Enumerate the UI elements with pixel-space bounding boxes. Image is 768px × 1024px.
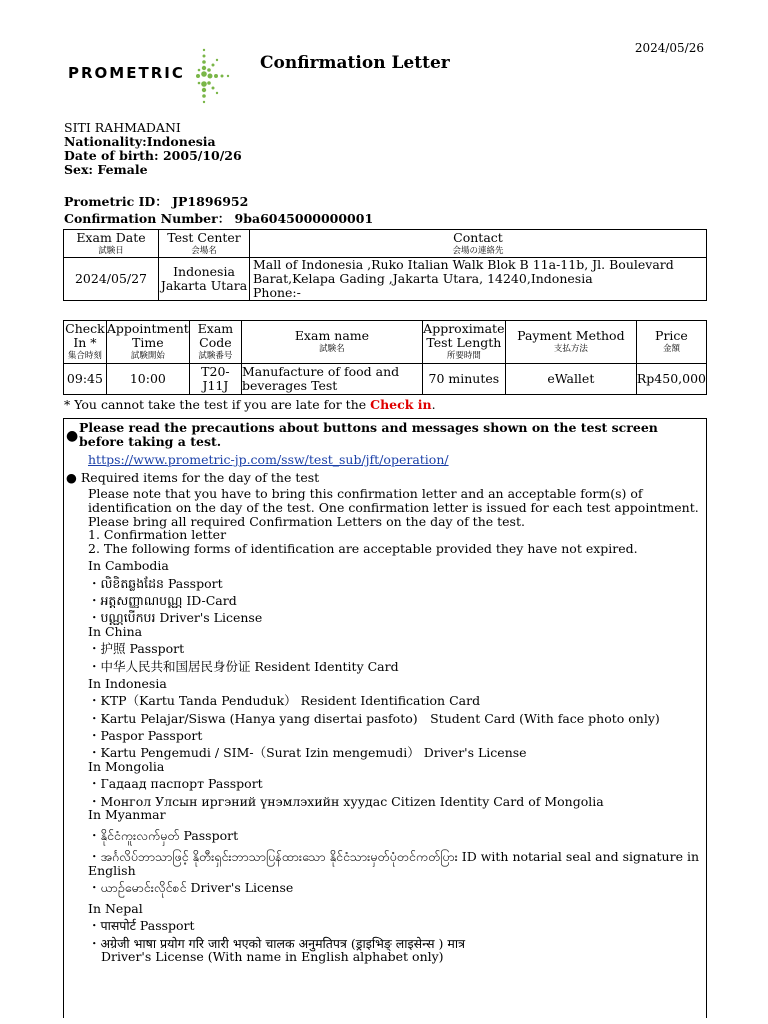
issue-date: 2024/05/26 xyxy=(634,41,704,55)
candidate-sex: Sex: Female xyxy=(64,162,148,177)
header-test-center: Test Center 会場名 xyxy=(159,230,250,258)
page-title: Confirmation Letter xyxy=(260,53,450,73)
country-mongolia: In Mongolia xyxy=(88,759,165,775)
header-test-length: Approximate Test Length 所要時間 xyxy=(422,321,505,364)
table-row xyxy=(64,258,707,301)
candidate-name: SITI RAHMADANI xyxy=(64,120,181,135)
header-payment-method: Payment Method 支払方法 xyxy=(505,321,636,364)
candidate-info xyxy=(64,121,242,177)
table-header-row xyxy=(64,321,707,364)
confirmation-number: Confirmation Number： 9ba6045000000001 xyxy=(64,211,374,226)
price: Rp450,000 xyxy=(636,364,706,395)
exam-code: T20-J11J xyxy=(189,364,241,395)
list-item: ・护照 Passport xyxy=(88,641,185,657)
header-price: Price 金額 xyxy=(636,321,706,364)
operation-guide-link[interactable]: https://www.prometric-jp.com/ssw/test_sub/jft/operation/ xyxy=(88,452,449,467)
country-nepal: In Nepal xyxy=(88,900,143,916)
header-check-in: Check In * 集合時刻 xyxy=(64,321,107,364)
list-item: ・KTP（Kartu Tanda Penduduk） Resident Identification Card xyxy=(88,693,481,709)
exam-name: Manufacture of food and beverages Test xyxy=(242,364,423,395)
list-item: ・លិខិតឆ្លងដែន Passport xyxy=(88,575,223,591)
exam-date: 2024/05/27 xyxy=(64,258,159,301)
item-2: 2. The following forms of identification are acceptable provided they have not expired. xyxy=(88,541,638,557)
country-myanmar: In Myanmar xyxy=(88,807,166,823)
list-item: ・中华人民共和国居民身份证 Resident Identity Card xyxy=(88,658,399,674)
payment-method: eWallet xyxy=(505,364,636,395)
list-item: ・Kartu Pelajar/Siswa (Hanya yang disertai pasfoto) Student Card (With face photo only) xyxy=(88,710,660,726)
test-center: Indonesia Jakarta Utara xyxy=(159,258,250,301)
header-exam-name: Exam name 試験名 xyxy=(242,321,423,364)
header-appointment-time: Appointment Time 試験開始 xyxy=(106,321,189,364)
table-row xyxy=(64,364,707,395)
precautions-box xyxy=(63,418,707,1018)
list-item: ・បណ្ណបើកបរ Driver's License xyxy=(88,610,263,626)
list-item: ・पासपोर्ट Passport xyxy=(88,918,195,934)
id-block xyxy=(64,193,373,227)
late-note: * You cannot take the test if you are late for the Check in. xyxy=(64,397,436,412)
header-contact: Contact 会場の連絡先 xyxy=(250,230,707,258)
candidate-dob: Date of birth: 2005/10/26 xyxy=(64,148,242,163)
country-cambodia: In Cambodia xyxy=(88,558,169,574)
item-1: 1. Confirmation letter xyxy=(88,527,227,543)
candidate-nationality: Nationality:Indonesia xyxy=(64,134,216,149)
list-item: ・Монгол Улсын иргэний үнэмлэхийн хуудас Citizen Identity Card of Mongolia xyxy=(88,793,604,809)
required-items-heading: ● Required items for the day of the test xyxy=(66,470,320,485)
appointment-time: 10:00 xyxy=(106,364,189,395)
list-item: ・နိုင်ငံကူးလက်မှတ် Passport xyxy=(88,828,239,844)
check-in-highlight: Check in xyxy=(370,397,432,412)
test-length: 70 minutes xyxy=(422,364,505,395)
header-exam-code: Exam Code 試験番号 xyxy=(189,321,241,364)
list-item: ・Kartu Pengemudi / SIM-（Surat Izin mengemudi） Driver's License xyxy=(88,745,527,761)
check-in-time: 09:45 xyxy=(64,364,107,395)
bullet-icon: ● xyxy=(66,428,79,444)
list-item: ・Гадаад паспорт Passport xyxy=(88,776,263,792)
intro-text: Please note that you have to bring this confirmation letter and an acceptable form(s) of identification on the day of the test. One confirmation letter is issued for each test appointment. Please bring all required Confirmation Letters on the day of the test. xyxy=(88,486,699,529)
list-item: ・अग्रेजी भाषा प्रयोग गरि जारी भएको चालक अनुमतिपत्र (ड्राइभिङ् लाइसेन्स ) मात्र xyxy=(88,935,465,951)
table-header-row xyxy=(64,230,707,258)
list-item: ・អត្តសញ្ញាណបណ្ណ ID-Card xyxy=(88,593,237,609)
precautions-heading: ● Please read the precautions about buttons and messages shown on the test screen before taking a test. xyxy=(66,420,658,449)
exam-table xyxy=(63,320,707,395)
list-item: ・ယာဉ်မောင်းလိုင်စင် Driver's License xyxy=(88,880,294,896)
contact: Mall of Indonesia ,Ruko Italian Walk Blok B 11a-11b, Jl. Boulevard Barat,Kelapa Gading ,Jakarta Utara, 14240,Indonesia Phone:- xyxy=(250,258,707,301)
requirements-body xyxy=(88,487,704,964)
logo-text: PROMETRIC xyxy=(68,64,185,82)
country-china: In China xyxy=(88,624,143,640)
header-exam-date: Exam Date 試験日 xyxy=(64,230,159,258)
list-item-continuation: Driver's License (With name in English alphabet only) xyxy=(101,949,444,965)
country-indonesia: In Indonesia xyxy=(88,676,167,692)
prometric-id: Prometric ID： JP1896952 xyxy=(64,194,249,209)
logo-burst-icon xyxy=(196,46,236,106)
list-item: ・Paspor Passport xyxy=(88,727,203,743)
venue-table xyxy=(63,229,707,301)
list-item: ・အင်္ဂလိပ်ဘာသာဖြင့် နိုတီးရှင်းဘာသာပြန်ထားသော နိုင်ငံသားမှတ်ပုံတင်ကတ်ပြား ID with notarial seal and signature in English xyxy=(88,849,699,878)
